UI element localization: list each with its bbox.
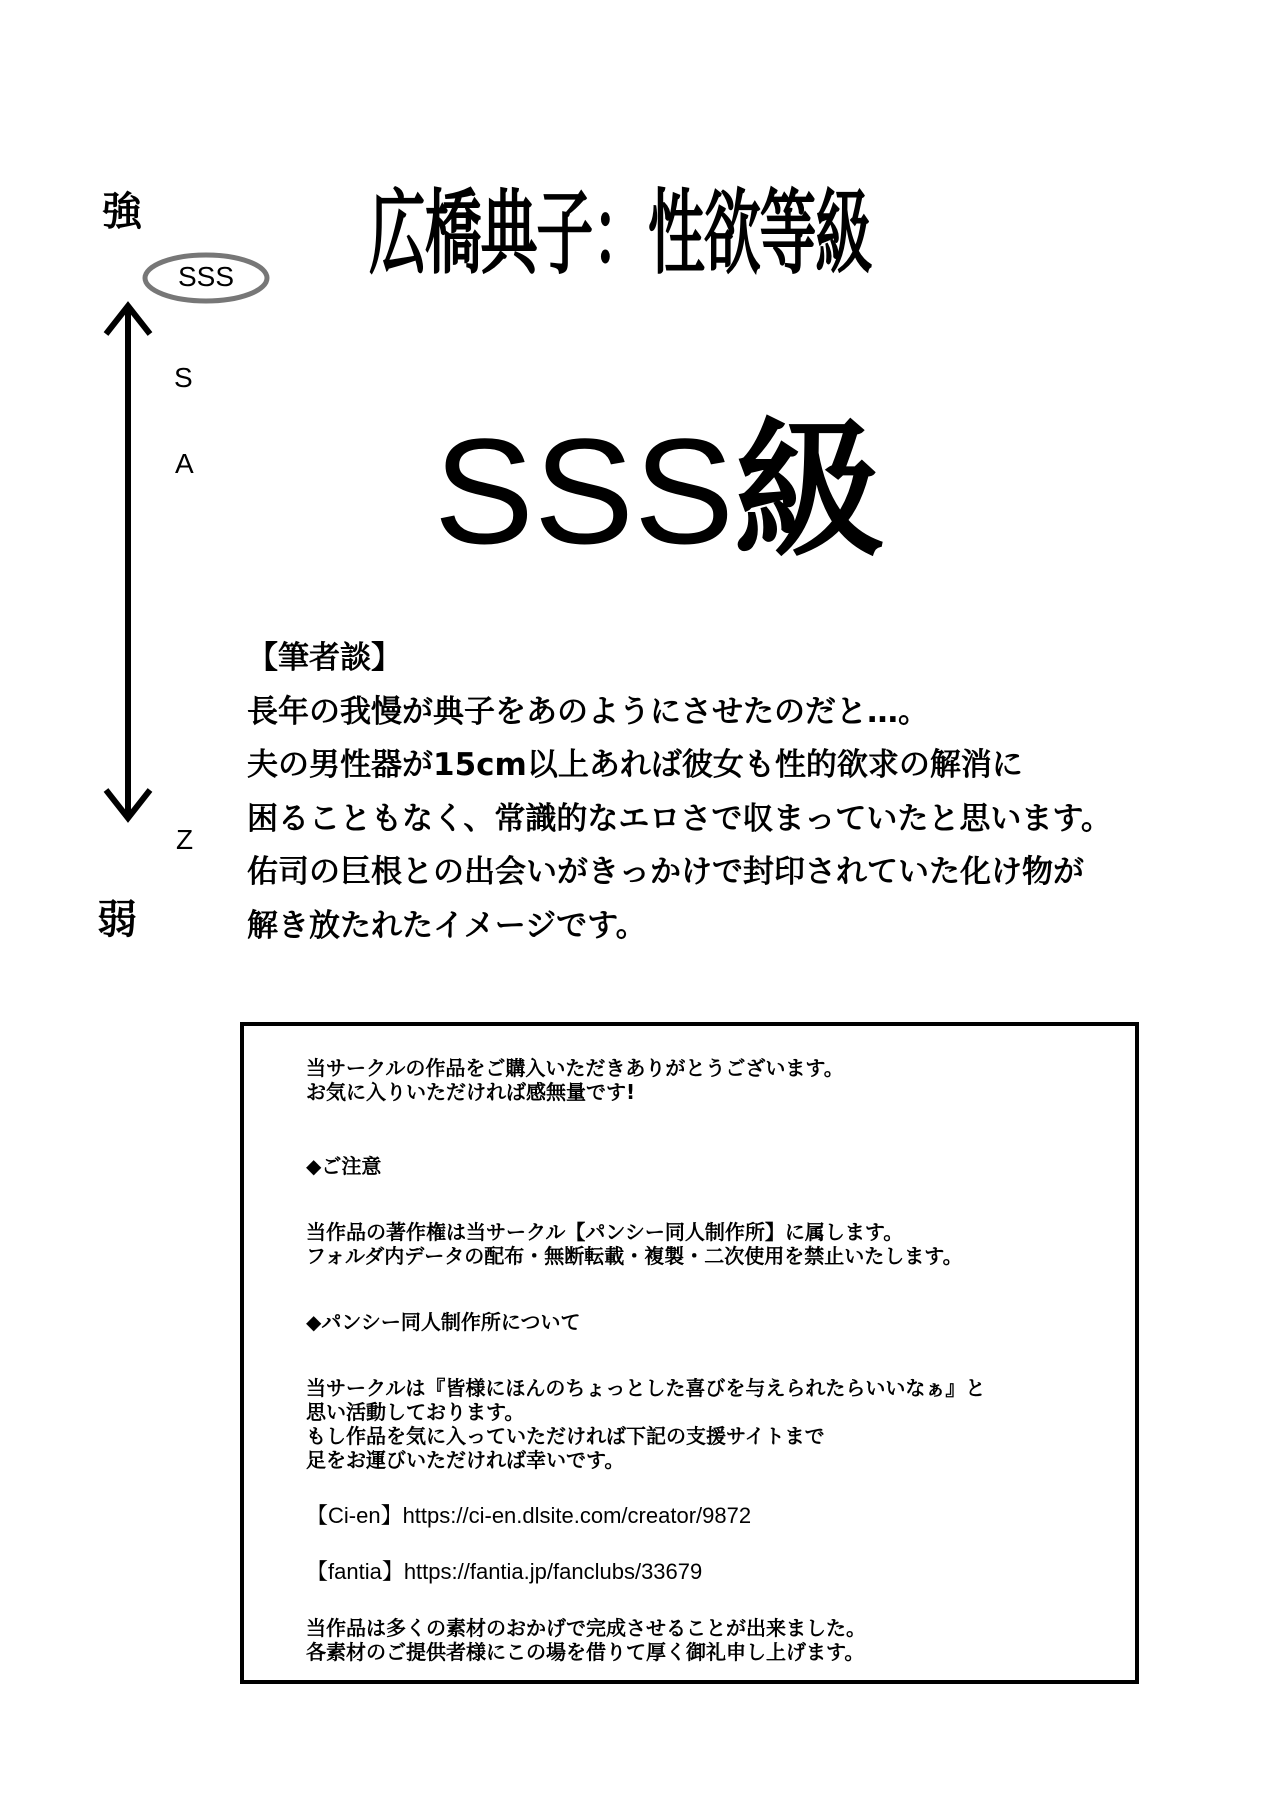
about-line: 足をお運びいただければ幸いです。 — [306, 1448, 625, 1472]
about-line: もし作品を気に入っていただければ下記の支援サイトまで — [306, 1424, 825, 1448]
fantia-link[interactable]: 【fantia】https://fantia.jp/fanclubs/33679 — [306, 1559, 703, 1584]
about-line: 当サークルは『皆様にほんのちょっとした喜びを与えられたらいいなぁ』と — [306, 1376, 986, 1400]
grade-value: SSS — [433, 407, 735, 575]
credits-line: 各素材のご提供者様にこの場を借りて厚く御礼申し上げます。 — [306, 1640, 865, 1664]
author-note-line: 長年の我慢が典子をあのようにさせたのだと…。 — [247, 693, 929, 730]
weak-label: 弱 — [97, 897, 137, 943]
author-note-heading: 【筆者談】 — [247, 640, 402, 676]
author-note-line: 困ることもなく、常識的なエロさで収まっていたと思います。 — [247, 800, 1112, 837]
notice-heading: ◆ご注意 — [306, 1154, 382, 1178]
notice-line: 当作品の著作権は当サークル【パンシー同人制作所】に属します。 — [306, 1220, 904, 1244]
top-grade-label: SSS — [177, 261, 235, 292]
grade-suffix: 級 — [734, 405, 885, 579]
notice-line: フォルダ内データの配布・無断転載・複製・二次使用を禁止いたします。 — [306, 1244, 963, 1268]
about-heading: ◆パンシー同人制作所について — [306, 1310, 581, 1334]
author-note-line: 佑司の巨根との出会いがきっかけで封印されていた化け物が — [247, 854, 1084, 890]
page-title: 広橋典子：性欲等級 — [368, 180, 872, 287]
cien-link[interactable]: 【Ci-en】https://ci-en.dlsite.com/creator/9872 — [306, 1503, 752, 1528]
thanks-line: お気に入りいただければ感無量です! — [306, 1080, 636, 1104]
author-note — [247, 632, 1112, 953]
grade-z-label: Z — [176, 824, 194, 855]
author-note-line: 解き放たれたイメージです。 — [247, 907, 647, 944]
grade-a-label: A — [175, 448, 194, 479]
about-line: 思い活動しております。 — [306, 1400, 525, 1424]
grade-result — [0, 370, 1280, 586]
grade-s-label: S — [174, 362, 193, 393]
author-note-line: 夫の男性器が15cm以上あれば彼女も性的欲求の解消に — [247, 747, 1023, 783]
info-box — [240, 1022, 1139, 1684]
strong-label: 強 — [102, 189, 142, 235]
thanks-line: 当サークルの作品をご購入いただきありがとうございます。 — [306, 1056, 844, 1080]
credits-line: 当作品は多くの素材のおかげで完成させることが出来ました。 — [306, 1616, 866, 1640]
